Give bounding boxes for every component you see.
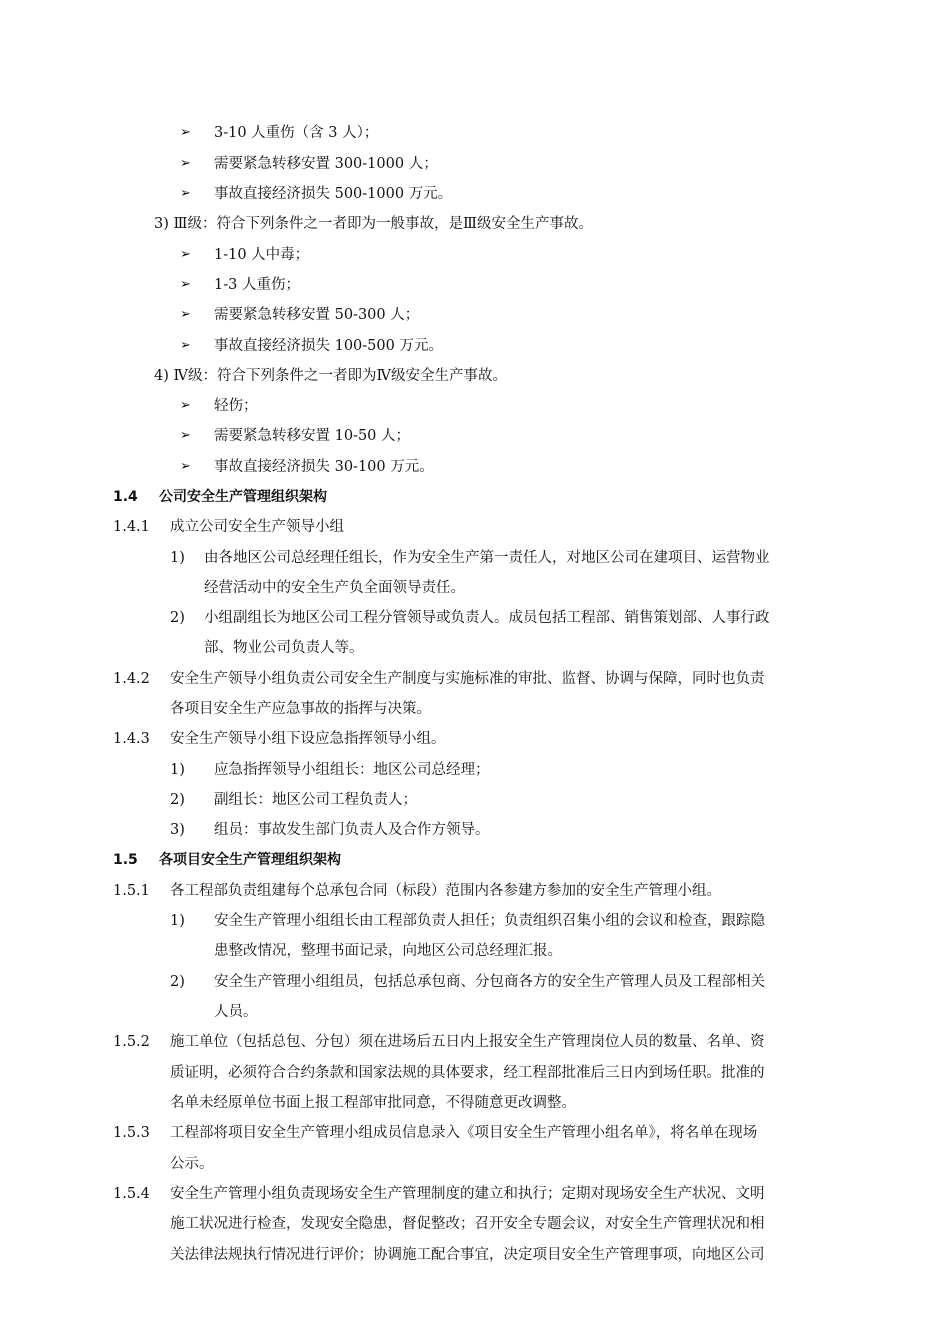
clause-number: 1.4.2 — [113, 671, 150, 687]
bullet-arrow-icon: ➢ — [180, 156, 191, 171]
item-text: 人员。 — [214, 1004, 258, 1020]
clause-text: 施工状况进行检查，发现安全隐患，督促整改；召开安全专题会议，对安全生产管理状况和相 — [170, 1216, 765, 1232]
clause-number: 1.5.2 — [113, 1034, 150, 1050]
item-text: 组员：事故发生部门负责人及合作方领导。 — [214, 822, 490, 838]
item-number: 1) — [170, 550, 185, 566]
clause-number: 1.4.3 — [113, 731, 150, 747]
item-number: 3) — [170, 822, 185, 838]
clause-number: 1.5.1 — [113, 883, 150, 899]
item-text: 安全生产管理小组组长由工程部负责人担任；负责组织召集小组的会议和检查，跟踪隐 — [214, 913, 765, 929]
bullet-arrow-icon: ➢ — [180, 247, 191, 262]
bullet-arrow-icon: ➢ — [180, 307, 191, 322]
bullet-arrow-icon: ➢ — [180, 186, 191, 201]
clause-text: 安全生产管理小组负责现场安全生产管理制度的建立和执行；定期对现场安全生产状况、文明 — [170, 1186, 765, 1202]
item-number: 1) — [170, 762, 185, 778]
level-3-heading: 3) Ⅲ级：符合下列条件之一者即为一般事故，是Ⅲ级安全生产事故。 — [154, 216, 593, 232]
clause-text: 安全生产领导小组负责公司安全生产制度与实施标准的审批、监督、协调与保障，同时也负责 — [170, 671, 765, 687]
item-text: 由各地区公司总经理任组长，作为安全生产第一责任人，对地区公司在建项目、运营物业 — [204, 550, 770, 566]
bullet-text: 1-10 人中毒； — [214, 247, 310, 263]
item-text: 小组副组长为地区公司工程分管领导或负责人。成员包括工程部、销售策划部、人事行政 — [204, 610, 770, 626]
bullet-arrow-icon: ➢ — [180, 277, 191, 292]
item-number: 2) — [170, 792, 185, 808]
bullet-text: 1-3 人重伤； — [214, 277, 300, 293]
bullet-arrow-icon: ➢ — [180, 338, 191, 353]
clause-text: 工程部将项目安全生产管理小组成员信息录入《项目安全生产管理小组名单》，将名单在现场 — [170, 1125, 758, 1141]
bullet-text: 需要紧急转移安置 300-1000 人； — [214, 156, 438, 172]
bullet-text: 事故直接经济损失 100-500 万元。 — [214, 338, 443, 354]
item-text: 安全生产管理小组组员，包括总承包商、分包商各方的安全生产管理人员及工程部相关 — [214, 974, 765, 990]
item-number: 2) — [170, 974, 185, 990]
item-text: 应急指挥领导小组组长：地区公司总经理； — [214, 762, 490, 778]
bullet-text: 3-10 人重伤（含 3 人）； — [214, 125, 379, 141]
clause-text: 质证明，必须符合合约条款和国家法规的具体要求，经工程部批准后三日内到场任职。批准的 — [170, 1065, 765, 1081]
bullet-arrow-icon: ➢ — [180, 428, 191, 443]
clause-text: 各项目安全生产应急事故的指挥与决策。 — [170, 701, 431, 717]
clause-number: 1.4.1 — [113, 519, 150, 535]
clause-text: 名单未经原单位书面上报工程部审批同意，不得随意更改调整。 — [170, 1095, 576, 1111]
item-text: 副组长：地区公司工程负责人； — [214, 792, 417, 808]
section-heading: 公司安全生产管理组织架构 — [159, 489, 327, 505]
item-text: 部、物业公司负责人等。 — [204, 640, 364, 656]
clause-number: 1.5.3 — [113, 1125, 150, 1141]
clause-text: 关法律法规执行情况进行评价；协调施工配合事宜，决定项目安全生产管理事项，向地区公司 — [170, 1247, 765, 1263]
bullet-text: 需要紧急转移安置 50-300 人； — [214, 307, 420, 323]
bullet-text: 事故直接经济损失 500-1000 万元。 — [214, 186, 453, 202]
bullet-text: 轻伤； — [214, 398, 258, 414]
bullet-arrow-icon: ➢ — [180, 125, 191, 140]
bullet-arrow-icon: ➢ — [180, 459, 191, 474]
clause-number: 1.5.4 — [113, 1186, 150, 1202]
level-4-heading: 4) Ⅳ级：符合下列条件之一者即为Ⅳ级安全生产事故。 — [154, 368, 507, 384]
section-number: 1.4 — [113, 489, 138, 505]
item-number: 2) — [170, 610, 185, 626]
clause-text: 施工单位（包括总包、分包）须在进场后五日内上报安全生产管理岗位人员的数量、名单、资 — [170, 1034, 765, 1050]
clause-text: 公示。 — [170, 1156, 214, 1172]
bullet-arrow-icon: ➢ — [180, 398, 191, 413]
section-heading: 各项目安全生产管理组织架构 — [159, 852, 341, 868]
bullet-text: 事故直接经济损失 30-100 万元。 — [214, 459, 434, 475]
item-number: 1) — [170, 913, 185, 929]
clause-text: 安全生产领导小组下设应急指挥领导小组。 — [170, 731, 446, 747]
item-text: 患整改情况，整理书面记录，向地区公司总经理汇报。 — [214, 943, 562, 959]
item-text: 经营活动中的安全生产负全面领导责任。 — [204, 580, 465, 596]
bullet-text: 需要紧急转移安置 10-50 人； — [214, 428, 411, 444]
section-number: 1.5 — [113, 852, 138, 868]
clause-text: 各工程部负责组建每个总承包合同（标段）范围内各参建方参加的安全生产管理小组。 — [170, 883, 721, 899]
clause-text: 成立公司安全生产领导小组 — [170, 519, 344, 535]
